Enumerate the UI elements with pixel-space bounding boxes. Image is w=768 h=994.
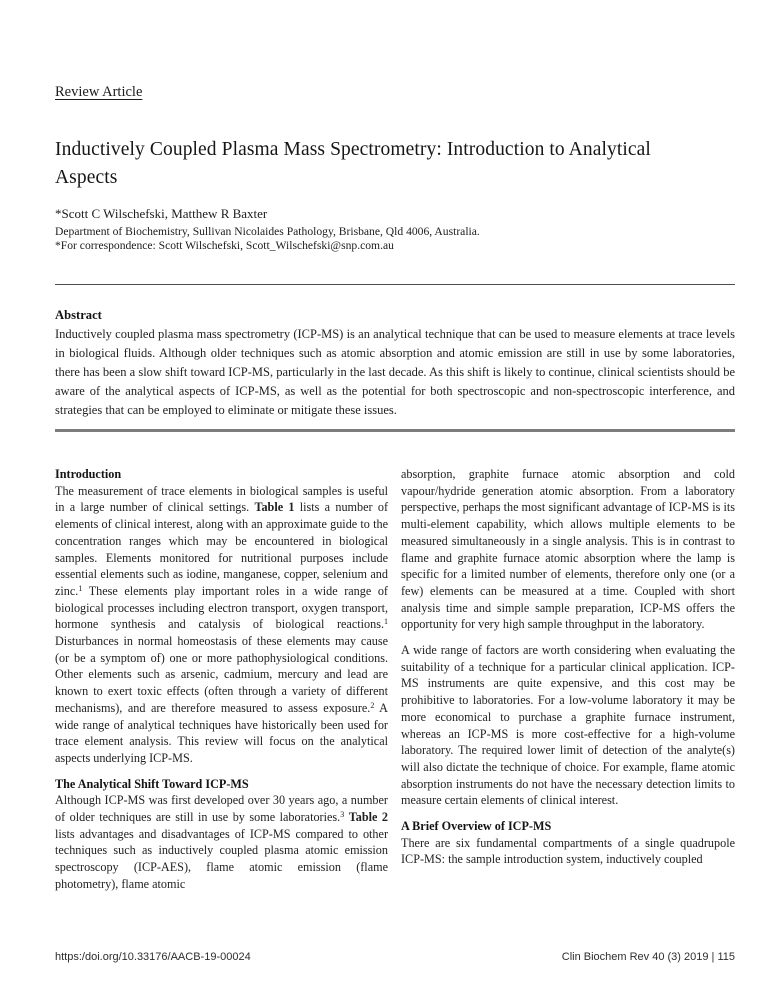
section-heading-brief-overview: A Brief Overview of ICP-MS — [401, 819, 552, 834]
section-heading-introduction: Introduction — [55, 467, 122, 481]
two-column-body — [55, 466, 735, 893]
right-column — [401, 466, 735, 893]
brief-overview-paragraph: There are six fundamental compartments of a single quadrupole ICP-MS: the sample introduction system, inductively coupled — [401, 835, 735, 867]
doi-text: https:/doi.org/10.33176/AACB-19-00024 — [55, 951, 251, 963]
page-title: Inductively Coupled Plasma Mass Spectrometry: Introduction to Analytical Aspects — [55, 139, 651, 188]
introduction-paragraph: The measurement of trace elements in biological samples is useful in a large number of clinical settings. Table 1 lists a number of elements of clinical interest, along with an approximate guide to the concentration ranges which may be encountered in biological samples. Elements monitored for nutritional purposes include essential elements such as iodine, manganese, copper, selenium and zinc.$^1$ These elements play important roles in a wide range of biological processes including electron transport, oxygen transport, hormone synthesis and catalysis of biological reactions.$^1$ Disturbances in normal homeostasis of these elements may cause (or be a symptom of) one or more pathophysiological conditions. Other elements such as arsenic, cadmium, mercury and lead are known to exert toxic effects (often through a variety of different mechanisms), and are therefore measured to assess exposure.$^2$ A wide range of analytical techniques have historically been used for trace element analysis. This review will focus on the analytical aspects underlying ICP-MS. — [55, 483, 389, 765]
abstract-heading: Abstract — [55, 308, 102, 322]
header-divider — [55, 284, 735, 285]
left-column — [55, 466, 388, 893]
analytical-shift-paragraph: Although ICP-MS was first developed over 30 years ago, a number of older techniques are still in use by some laboratories.$^3$ Table 2 lists advantages and disadvantages of ICP-MS compared to other techniques such as inductively coupled plasma atomic emission spectroscopy (ICP-AES), flame atomic emission (flame photometry), flame atomic — [55, 793, 388, 891]
section-heading-analytical-shift: The Analytical Shift Toward ICP-MS — [55, 776, 249, 791]
journal-reference: Clin Biochem Rev 40 (3) 2019 | 115 — [561, 951, 735, 963]
authors-line: *Scott C Wilschefski, Matthew R Baxter — [55, 206, 268, 221]
abstract-divider — [55, 429, 735, 432]
continuation-paragraph: absorption, graphite furnace atomic absorption and cold vapour/hydride generation atomic absorption. From a laboratory perspective, perhaps the most significant advantage of ICP-MS is its multi-element capability, which allows multiple elements to be measured simultaneously in a single analysis. This is in contrast to flame and graphite furnace atomic absorption where the lamp is specific for a limited number of elements, therefore only one (or a few) elements can be measured at a time. Coupled with short analysis time and simple sample preparation, ICP-MS offers the opportunity for very high sample throughput in the laboratory. — [401, 467, 735, 632]
correspondence-line: *For correspondence: Scott Wilschefski, Scott_Wilschefski@snp.com.au — [55, 239, 394, 252]
article-type-label: Review Article — [55, 84, 143, 100]
abstract-body: Inductively coupled plasma mass spectrometry (ICP-MS) is an analytical technique that can be used to measure elements at trace levels in biological fluids. Although older techniques such as atomic absorption and atomic emission are still in use by some laboratories, there has been a slow shift toward ICP-MS, particularly in the last decade. As this shift is likely to continue, clinical scientists should be aware of the analytical aspects of ICP-MS, as well as the potential for both spectroscopic and non-spectroscopic interference, and strategies that can be employed to eliminate or mitigate these issues. — [55, 327, 735, 417]
affiliation-line: Department of Biochemistry, Sullivan Nicolaides Pathology, Brisbane, Qld 4006, Australia. — [55, 225, 480, 238]
factors-paragraph: A wide range of factors are worth considering when evaluating the suitability of a technique for a particular clinical application. ICP-MS instruments are quite expensive, and this cost may be prohibitive to laboratories. For a low-volume laboratory it may be more economical to purchase a graphite furnace instrument, whereas an ICP-MS is more cost-effective for a high-volume laboratory. The required lower limit of detection of the analyte(s) will also dictate the technique of choice. For example, flame atomic absorption instruments do not have the necessary detection limits to measure certain elements of clinical interest. — [401, 643, 735, 808]
page-footer — [55, 951, 735, 963]
